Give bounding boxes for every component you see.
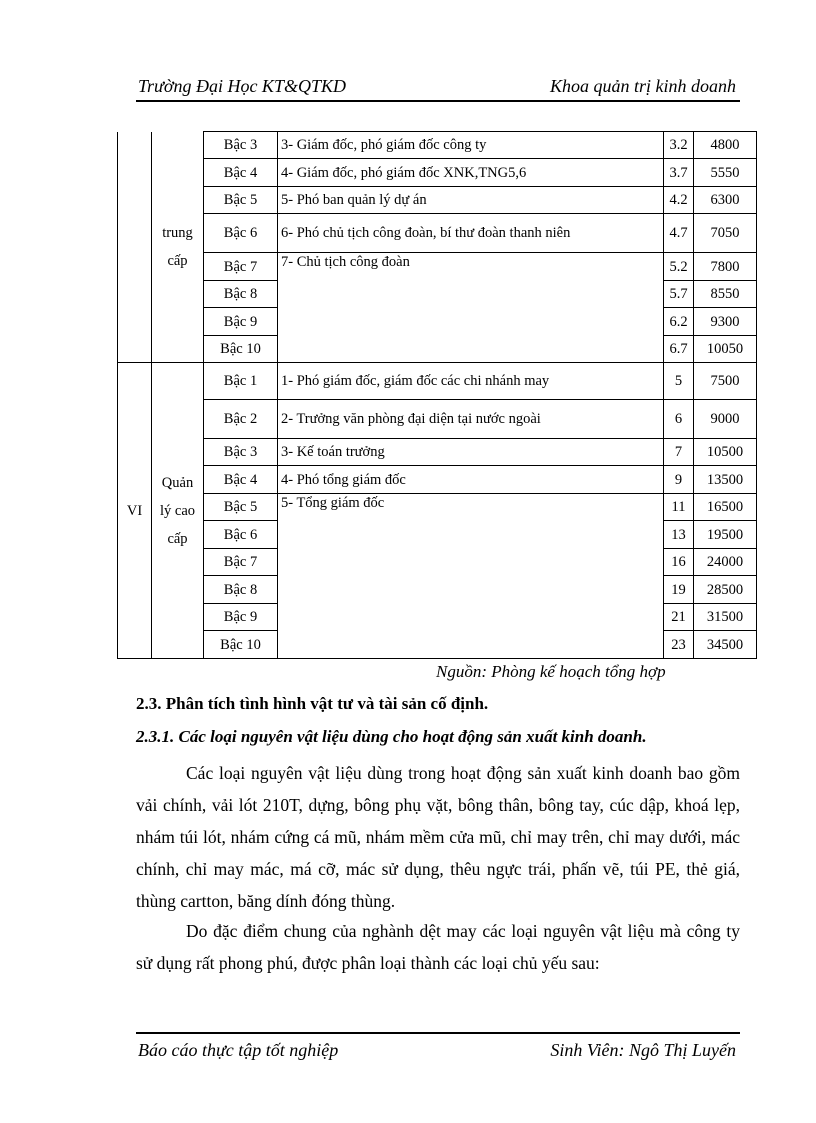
salary-cell: 34500 <box>694 631 757 659</box>
salary-cell: 9300 <box>694 308 757 336</box>
coef-cell: 16 <box>664 549 694 576</box>
salary-cell: 10050 <box>694 336 757 363</box>
level-cell: Bậc 3 <box>204 132 278 159</box>
salary-cell: 8550 <box>694 281 757 308</box>
level-cell: Bậc 7 <box>204 549 278 576</box>
level-cell: Bậc 10 <box>204 631 278 659</box>
header-rule <box>136 100 740 102</box>
table-row <box>118 466 757 494</box>
coef-cell: 5.7 <box>664 281 694 308</box>
group-number-cell: VI <box>118 363 152 659</box>
coef-cell: 4.7 <box>664 214 694 253</box>
coef-cell: 11 <box>664 494 694 521</box>
position-cell: 5- Phó ban quản lý dự án <box>278 187 664 214</box>
salary-cell: 24000 <box>694 549 757 576</box>
level-cell: Bậc 6 <box>204 521 278 549</box>
table-row <box>118 187 757 214</box>
level-cell: Bậc 8 <box>204 576 278 604</box>
level-cell: Bậc 4 <box>204 466 278 494</box>
header-school: Trường Đại Học KT&QTKD <box>138 76 346 96</box>
position-cell: 6- Phó chủ tịch công đoàn, bí thư đoàn thanh niên <box>278 214 664 253</box>
level-cell: Bậc 3 <box>204 439 278 466</box>
salary-cell: 6300 <box>694 187 757 214</box>
salary-cell: 9000 <box>694 400 757 439</box>
salary-cell: 7800 <box>694 253 757 281</box>
salary-cell: 5550 <box>694 159 757 187</box>
table-row <box>118 214 757 253</box>
table-source-note: Nguồn: Phòng kế hoạch tổng hợp <box>436 662 666 681</box>
coef-cell: 13 <box>664 521 694 549</box>
salary-cell: 7500 <box>694 363 757 400</box>
position-cell: 3- Kế toán trưởng <box>278 439 664 466</box>
footer-rule <box>136 1032 740 1034</box>
salary-table <box>117 131 757 659</box>
level-cell: Bậc 8 <box>204 281 278 308</box>
paragraph <box>136 757 740 917</box>
table-row <box>118 253 757 281</box>
coef-cell: 5 <box>664 363 694 400</box>
level-cell: Bậc 9 <box>204 308 278 336</box>
salary-cell: 13500 <box>694 466 757 494</box>
level-cell: Bậc 9 <box>204 604 278 631</box>
level-cell: Bậc 4 <box>204 159 278 187</box>
position-cell: 4- Giám đốc, phó giám đốc XNK,TNG5,6 <box>278 159 664 187</box>
group-category-cell: Quản lý cao cấp <box>152 363 204 659</box>
level-cell: Bậc 7 <box>204 253 278 281</box>
salary-cell: 10500 <box>694 439 757 466</box>
group-category-cell: trung cấp <box>152 132 204 363</box>
header-faculty: Khoa quản trị kinh doanh <box>549 76 736 96</box>
position-cell: 7- Chủ tịch công đoàn <box>278 253 664 363</box>
table-row <box>118 439 757 466</box>
section-heading: 2.3. Phân tích tình hình vật tư và tài sản cố định. <box>136 694 489 713</box>
paragraph-text: Các loại nguyên vật liệu dùng trong hoạt động sản xuất kinh doanh bao gồm vải chính, vải lót 210T, dựng, bông phụ vặt, bông thân, bông tay, cúc dập, khoá lẹp, nhám túi lót, nhám cứng cá mũ, nhám mềm cửa mũ, chỉ may trên, chỉ may dưới, mác chính, chỉ may mác, má cỡ, mác sử dụng, thêu ngực trái, phấn vẽ, túi PE, thẻ giá, thùng cartton, băng dính đóng thùng. <box>136 763 740 911</box>
coef-cell: 3.2 <box>664 132 694 159</box>
table-row <box>118 159 757 187</box>
salary-cell: 7050 <box>694 214 757 253</box>
coef-cell: 7 <box>664 439 694 466</box>
coef-cell: 5.2 <box>664 253 694 281</box>
coef-cell: 6.2 <box>664 308 694 336</box>
coef-cell: 9 <box>664 466 694 494</box>
subsection-heading: 2.3.1. Các loại nguyên vật liệu dùng cho hoạt động sản xuất kinh doanh. <box>136 727 647 746</box>
coef-cell: 23 <box>664 631 694 659</box>
level-cell: Bậc 5 <box>204 187 278 214</box>
level-cell: Bậc 10 <box>204 336 278 363</box>
salary-cell: 16500 <box>694 494 757 521</box>
footer-student-name: Sinh Viên: Ngô Thị Luyến <box>550 1040 736 1060</box>
table-row <box>118 400 757 439</box>
level-cell: Bậc 1 <box>204 363 278 400</box>
coef-cell: 6.7 <box>664 336 694 363</box>
position-cell: 1- Phó giám đốc, giám đốc các chi nhánh may <box>278 363 664 400</box>
paragraph-text: Do đặc điểm chung của nghành dệt may các loại nguyên vật liệu mà công ty sử dụng rất phong phú, được phân loại thành các loại chủ yếu sau: <box>136 921 740 973</box>
coef-cell: 21 <box>664 604 694 631</box>
paragraph <box>136 915 740 979</box>
table-row <box>118 132 757 159</box>
salary-cell: 4800 <box>694 132 757 159</box>
footer-report-title: Báo cáo thực tập tốt nghiệp <box>138 1040 339 1060</box>
coef-cell: 19 <box>664 576 694 604</box>
level-cell: Bậc 2 <box>204 400 278 439</box>
coef-cell: 3.7 <box>664 159 694 187</box>
table-row <box>118 494 757 521</box>
salary-cell: 19500 <box>694 521 757 549</box>
salary-cell: 28500 <box>694 576 757 604</box>
level-cell: Bậc 6 <box>204 214 278 253</box>
coef-cell: 4.2 <box>664 187 694 214</box>
page-header <box>136 74 740 102</box>
position-cell: 3- Giám đốc, phó giám đốc công ty <box>278 132 664 159</box>
page-footer <box>136 1032 740 1062</box>
position-cell: 2- Trưởng văn phòng đại diện tại nước ngoài <box>278 400 664 439</box>
coef-cell: 6 <box>664 400 694 439</box>
table-row <box>118 363 757 400</box>
position-cell: 5- Tổng giám đốc <box>278 494 664 659</box>
position-cell: 4- Phó tổng giám đốc <box>278 466 664 494</box>
level-cell: Bậc 5 <box>204 494 278 521</box>
group-number-cell <box>118 132 152 363</box>
salary-cell: 31500 <box>694 604 757 631</box>
